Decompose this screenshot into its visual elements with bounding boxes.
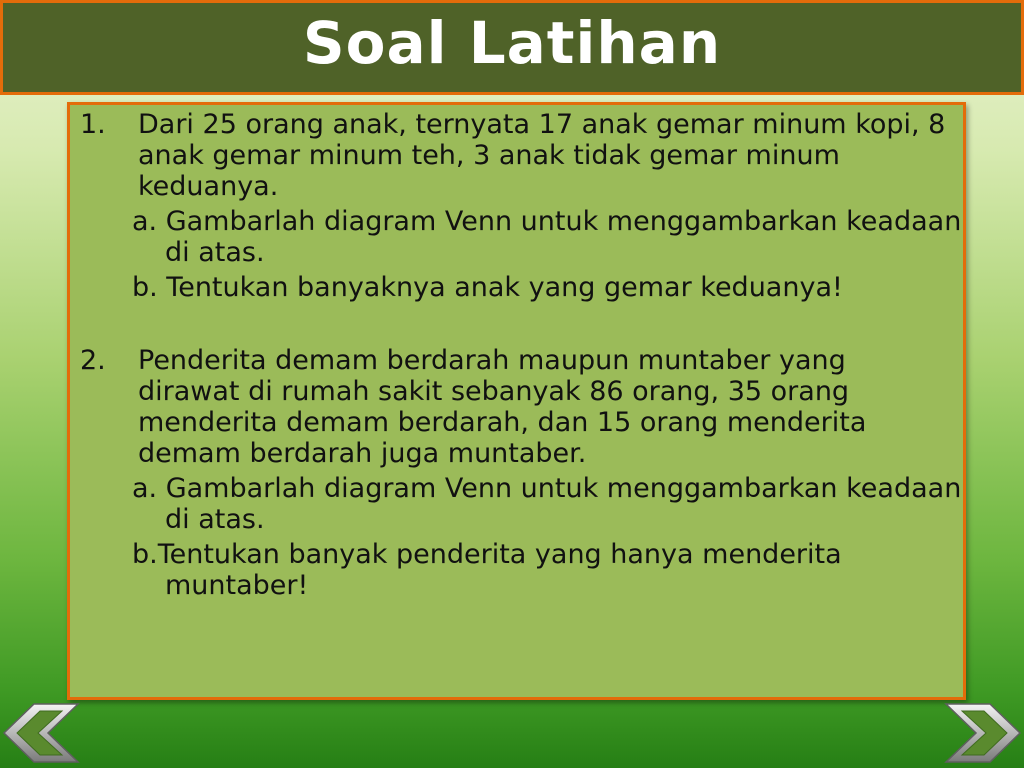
question-number: 1. bbox=[80, 109, 106, 140]
question-1-sub-b: b. Tentukan banyaknya anak yang gemar keduanya! bbox=[132, 272, 843, 303]
content-box bbox=[67, 102, 966, 700]
question-text: Penderita demam berdarah maupun muntaber yang dirawat di rumah sakit sebanyak 86 orang, 35 orang menderita demam berdarah, dan 15 orang menderita demam berdarah juga muntaber. bbox=[138, 345, 867, 469]
title-bar bbox=[0, 0, 1024, 95]
question-2-sub-b: b.Tentukan banyak penderita yang hanya menderita muntaber! bbox=[132, 539, 842, 601]
question-number: 2. bbox=[80, 345, 106, 376]
chevron-right-icon bbox=[944, 702, 1022, 764]
question-2 bbox=[70, 345, 963, 469]
chevron-left-icon bbox=[2, 702, 80, 764]
spacer bbox=[70, 303, 963, 345]
question-1-sub-a: a. Gambarlah diagram Venn untuk menggambarkan keadaan di atas. bbox=[132, 206, 962, 268]
next-slide-button[interactable] bbox=[944, 702, 1022, 764]
question-2-sub-a: a. Gambarlah diagram Venn untuk menggambarkan keadaan di atas. bbox=[132, 473, 962, 535]
question-1 bbox=[70, 109, 963, 202]
previous-slide-button[interactable] bbox=[2, 702, 80, 764]
question-text: Dari 25 orang anak, ternyata 17 anak gemar minum kopi, 8 anak gemar minum teh, 3 anak tidak gemar minum keduanya. bbox=[138, 109, 946, 202]
slide-title: Soal Latihan bbox=[302, 8, 722, 77]
